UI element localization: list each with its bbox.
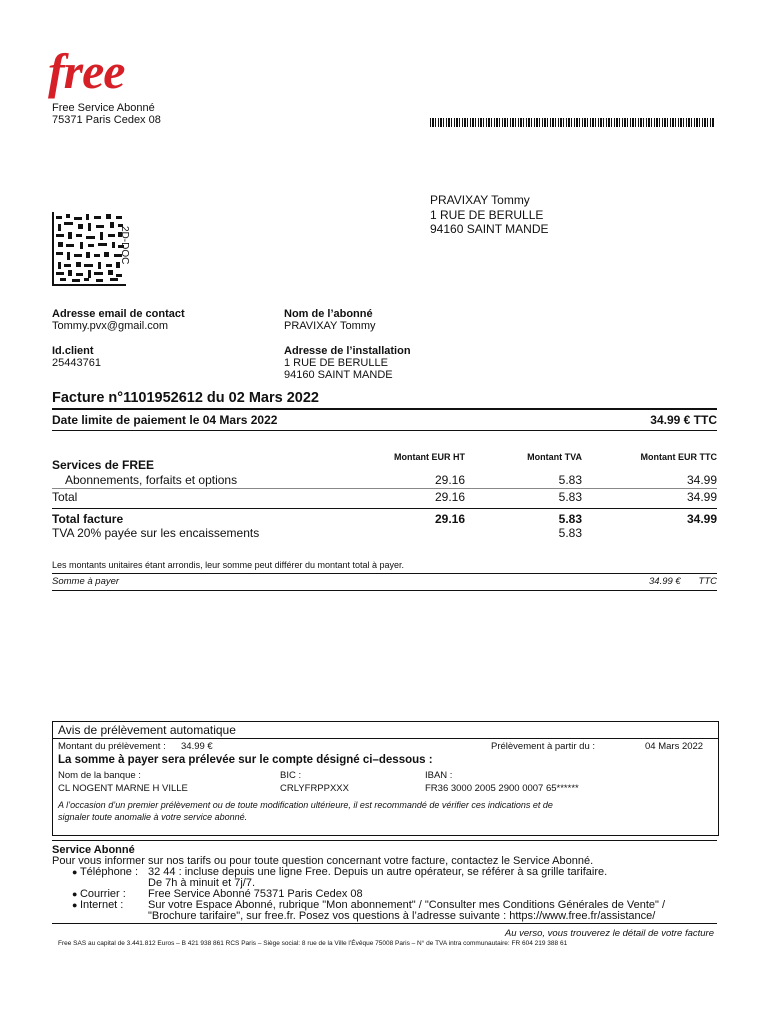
courrier-label-text: Courrier : xyxy=(79,888,126,900)
row-tva: 5.83 xyxy=(558,473,582,487)
internet-text-2: "Brochure tarifaire", sur free.fr. Posez vos questions à l’adresse suivante : https://www.free.fr/assistance/ xyxy=(148,910,656,922)
footer-rule xyxy=(52,923,717,924)
total-label: Total facture xyxy=(52,512,124,526)
payment-due: Date limite de paiement le 04 Mars 2022 xyxy=(52,413,278,427)
tva-note-value: 5.83 xyxy=(558,526,582,540)
header-ttc: Montant EUR TTC xyxy=(640,452,717,462)
bic-label: BIC : xyxy=(280,770,302,781)
avis-title: Avis de prélèvement automatique xyxy=(58,723,236,737)
free-logo: free xyxy=(48,43,125,99)
internet-text-1: Sur votre Espace Abonné, rubrique "Mon abonnement" / "Consulter mes Conditions Générales de Vente" / xyxy=(148,899,666,911)
somme-top-rule xyxy=(52,573,717,574)
recipient-address xyxy=(430,193,549,237)
total-ttc: 34.99 xyxy=(686,512,717,526)
barcode-image xyxy=(430,118,714,127)
telephone-label-text: Téléphone : xyxy=(79,866,139,878)
service-title: Service Abonné xyxy=(52,844,135,856)
recipient-name: PRAVIXAY Tommy xyxy=(430,193,530,207)
sender-address xyxy=(52,102,161,126)
install-address-block xyxy=(284,345,411,381)
email-label: Adresse email de contact xyxy=(52,308,185,320)
subtotal-ht: 29.16 xyxy=(434,490,465,504)
telephone-text-2: De 7h à minuit et 7j/7. xyxy=(148,877,256,889)
somme-suffix: TTC xyxy=(698,576,717,587)
row-label: Abonnements, forfaits et options xyxy=(65,473,238,487)
tva-note-label: TVA 20% payée sur les encaissements xyxy=(52,526,260,540)
total-rule xyxy=(52,508,717,509)
recipient-city: 94160 SAINT MANDE xyxy=(430,222,549,236)
subscriber-label: Nom de l’abonné xyxy=(284,308,373,320)
total-ht: 29.16 xyxy=(434,512,465,526)
due-rule xyxy=(52,430,717,431)
avis-title-rule xyxy=(53,738,718,739)
invoice-title: Facture n°1101952612 du 02 Mars 2022 xyxy=(52,390,319,406)
service-rule xyxy=(52,840,717,841)
telephone-text-1: 32 44 : incluse depuis une ligne Free. Depuis un autre opérateur, se référer à sa grille tarifaire. xyxy=(148,866,608,878)
direct-debit-notice xyxy=(52,721,719,836)
avis-note-2: signaler toute anomalie à votre service abonné. xyxy=(58,812,248,822)
courrier-text: Free Service Abonné 75371 Paris Cedex 08 xyxy=(148,888,363,900)
avis-partir-date: 04 Mars 2022 xyxy=(645,741,704,752)
section-title: Services de FREE xyxy=(52,458,155,472)
internet-label xyxy=(72,899,123,911)
somme-bottom-rule xyxy=(52,590,717,591)
client-id-block xyxy=(52,345,101,369)
somme-label: Somme à payer xyxy=(52,576,120,587)
recipient-street: 1 RUE DE BERULLE xyxy=(430,207,544,222)
iban-value: FR36 3000 2005 2900 0007 65****** xyxy=(425,783,579,794)
due-amount: 34.99 € TTC xyxy=(650,413,717,427)
avis-montant-label: Montant du prélèvement : xyxy=(58,741,166,752)
bullet-icon: ● xyxy=(72,867,80,877)
telephone-label xyxy=(72,866,138,878)
subscriber-block xyxy=(284,308,376,332)
subtotal-label: Total xyxy=(52,490,78,504)
install-label: Adresse de l’installation xyxy=(284,345,411,357)
somme-amount: 34.99 € xyxy=(649,576,681,587)
title-rule xyxy=(52,408,717,410)
avis-partir-label: Prélèvement à partir du : xyxy=(491,741,596,752)
avis-montant: 34.99 € xyxy=(181,741,213,752)
sender-line2: 75371 Paris Cedex 08 xyxy=(52,114,161,126)
row-rule xyxy=(52,488,717,489)
iban-label: IBAN : xyxy=(425,770,453,781)
subtotal-tva: 5.83 xyxy=(558,490,582,504)
install-street: 1 RUE DE BERULLE xyxy=(284,357,388,369)
header-tva: Montant TVA xyxy=(527,452,582,462)
row-ttc: 34.99 xyxy=(686,473,717,487)
sender-line1: Free Service Abonné xyxy=(52,102,155,114)
client-id-value: 25443761 xyxy=(52,357,101,369)
bullet-icon: ● xyxy=(72,900,80,910)
bullet-icon: ● xyxy=(72,889,80,899)
bank-value: CL NOGENT MARNE H VILLE xyxy=(58,783,188,794)
avis-headline: La somme à payer sera prélevée sur le compte désigné ci–dessous : xyxy=(58,754,433,766)
bank-label: Nom de la banque : xyxy=(58,770,141,781)
internet-label-text: Internet : xyxy=(79,899,124,911)
header-ht: Montant EUR HT xyxy=(394,452,465,462)
install-city: 94160 SAINT MANDE xyxy=(284,369,393,381)
legal-mention: Free SAS au capital de 3.441.812 Euros – B 421 938 861 RCS Paris – Siège social: 8 rue de la Ville l’Évêque 75008 Paris – N° de TVA intra communautaire: FR 604 219 388 61 xyxy=(58,940,568,947)
2d-doc-label: 2D-DOC xyxy=(119,226,130,265)
contact-email-block xyxy=(52,308,185,332)
subtotal-ttc: 34.99 xyxy=(686,490,717,504)
row-ht: 29.16 xyxy=(434,473,465,487)
email-value: Tommy.pvx@gmail.com xyxy=(52,320,169,332)
service-intro: Pour vous informer sur nos tarifs ou pour toute question concernant votre facture, contactez le Service Abonné. xyxy=(52,855,594,867)
qr-code-image xyxy=(52,212,126,286)
client-id-label: Id.client xyxy=(52,345,94,357)
bic-value: CRLYFRPPXXX xyxy=(280,783,349,794)
rounding-note: Les montants unitaires étant arrondis, leur somme peut différer du montant total à payer. xyxy=(52,560,405,570)
subscriber-value: PRAVIXAY Tommy xyxy=(284,320,376,332)
verso-note: Au verso, vous trouverez le détail de votre facture xyxy=(504,928,714,939)
avis-note-1: A l’occasion d’un premier prélèvement ou de toute modification ultérieure, il est recommandé de vérifier ces indications et de xyxy=(58,800,553,810)
total-tva: 5.83 xyxy=(558,512,582,526)
